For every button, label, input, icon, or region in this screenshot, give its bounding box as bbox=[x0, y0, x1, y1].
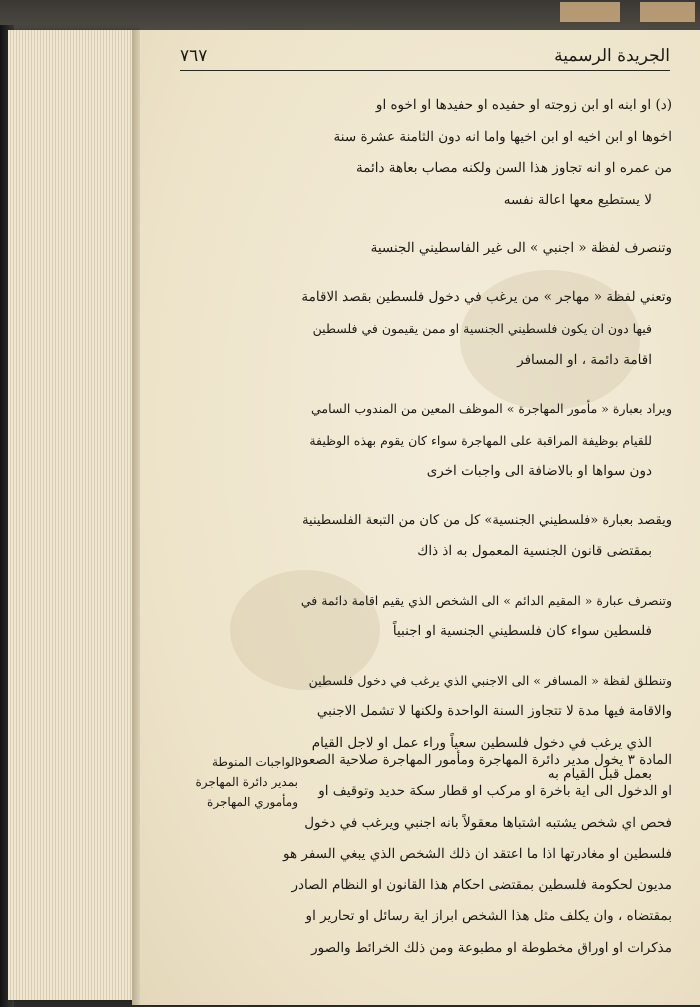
text-line: للقيام بوظيفة المراقبة على المهاجرة سواء كان يقوم بهذه الوظيفة bbox=[309, 432, 652, 448]
text-line: بعمل قبل القيام به bbox=[547, 766, 652, 782]
marginal-note-line: بمدير دائرة المهاجرة bbox=[195, 775, 298, 789]
scan-background-top bbox=[0, 0, 700, 30]
text-line: ويقصد بعبارة «فلسطيني الجنسية» كل من كان من التبعة الفلسطينية bbox=[302, 512, 672, 528]
journal-title: الجريدة الرسمية bbox=[554, 46, 670, 66]
text-line: فيها دون ان يكون فلسطيني الجنسية او ممن يقيمون في فلسطين bbox=[312, 321, 652, 336]
text-line: (د) او ابنه او ابن زوجته او حفيده او حفيدها او اخوه او bbox=[375, 97, 672, 113]
text-line: دون سواها او بالاضافة الى واجبات اخرى bbox=[426, 463, 652, 479]
text-line: وتنصرف لفظة « اجنبي » الى غير الفاسطيني الجنسية bbox=[370, 240, 672, 256]
paragraph bbox=[300, 393, 672, 488]
text-line: والاقامة فيها مدة لا تتجاوز السنة الواحدة ولكنها لا تشمل الاجنبي bbox=[316, 703, 672, 719]
paragraph bbox=[300, 585, 672, 648]
text-line: فلسطين سواء كان فلسطيني الجنسية او اجنبياً bbox=[392, 623, 652, 639]
text-line: اخوها او ابن اخيه او ابن اخيها واما انه دون الثامنة عشرة سنة bbox=[333, 128, 672, 145]
book-page-edges bbox=[8, 30, 138, 1000]
tape-mark bbox=[560, 2, 620, 22]
marginal-note-line: ومأموري المهاجرة bbox=[207, 795, 298, 809]
paragraph bbox=[300, 282, 672, 377]
text-line: بمقتضاه ، وان يكلف مثل هذا الشخص ابراز اية رسائل او تحارير او bbox=[305, 908, 672, 925]
running-head bbox=[180, 44, 670, 68]
text-line: مديون لحكومة فلسطين بمقتضى احكام هذا القانون او النظام الصادر bbox=[291, 877, 672, 894]
marginal-note bbox=[180, 752, 298, 812]
paragraph bbox=[300, 90, 672, 216]
text-line: المادة ٣ يخول مدير دائرة المهاجرة ومأمور المهاجرة صلاحية الصعود bbox=[295, 752, 672, 768]
text-line: او الدخول الى اية باخرة او مركب او قطار سكة حديد وتوقيف او bbox=[318, 783, 672, 800]
header-rule bbox=[180, 70, 670, 71]
text-line: الذي يرغب في دخول فلسطين سعياً وراء عمل او لاجل القيام bbox=[311, 734, 652, 751]
paragraph bbox=[300, 505, 672, 568]
text-line: فحص اي شخص يشتبه اشتباها معقولاً بانه اجنبي ويرغب في دخول bbox=[304, 814, 672, 831]
text-line: وتعني لفظة « مهاجر » من يرغب في دخول فلسطين بقصد الاقامة bbox=[301, 288, 672, 305]
marginal-note-line: الواجبات المنوطة bbox=[211, 755, 298, 769]
text-line: بمقتضى قانون الجنسية المعمول به اذ ذاك bbox=[417, 543, 652, 559]
text-line: مذكرات او اوراق مخطوطة او مطبوعة ومن ذلك الخرائط والصور bbox=[311, 939, 672, 956]
paragraph bbox=[300, 233, 672, 265]
definitions-text bbox=[300, 90, 672, 808]
text-line: ويراد بعبارة « مأمور المهاجرة » الموظف المعين من المندوب السامي bbox=[311, 401, 672, 416]
text-line: اقامة دائمة ، او المسافر bbox=[517, 351, 652, 368]
text-line: لا يستطيع معها اعالة نفسه bbox=[503, 191, 652, 208]
text-line: فلسطين او مغادرتها اذا ما اعتقد ان ذلك الشخص الذي يبغي السفر هو bbox=[282, 845, 672, 862]
page-number: ٧٦٧ bbox=[180, 46, 208, 66]
text-line: من عمره او انه تجاوز هذا السن ولكنه مصاب بعاهة دائمة bbox=[355, 160, 672, 176]
text-line: وتنطلق لفظة « المسافر » الى الاجنبي الذي يرغب في دخول فلسطين bbox=[308, 672, 672, 688]
text-line: وتنصرف عبارة « المقيم الدائم » الى الشخص الذي يقيم اقامة دائمة في bbox=[300, 592, 672, 608]
tape-mark bbox=[640, 2, 695, 22]
